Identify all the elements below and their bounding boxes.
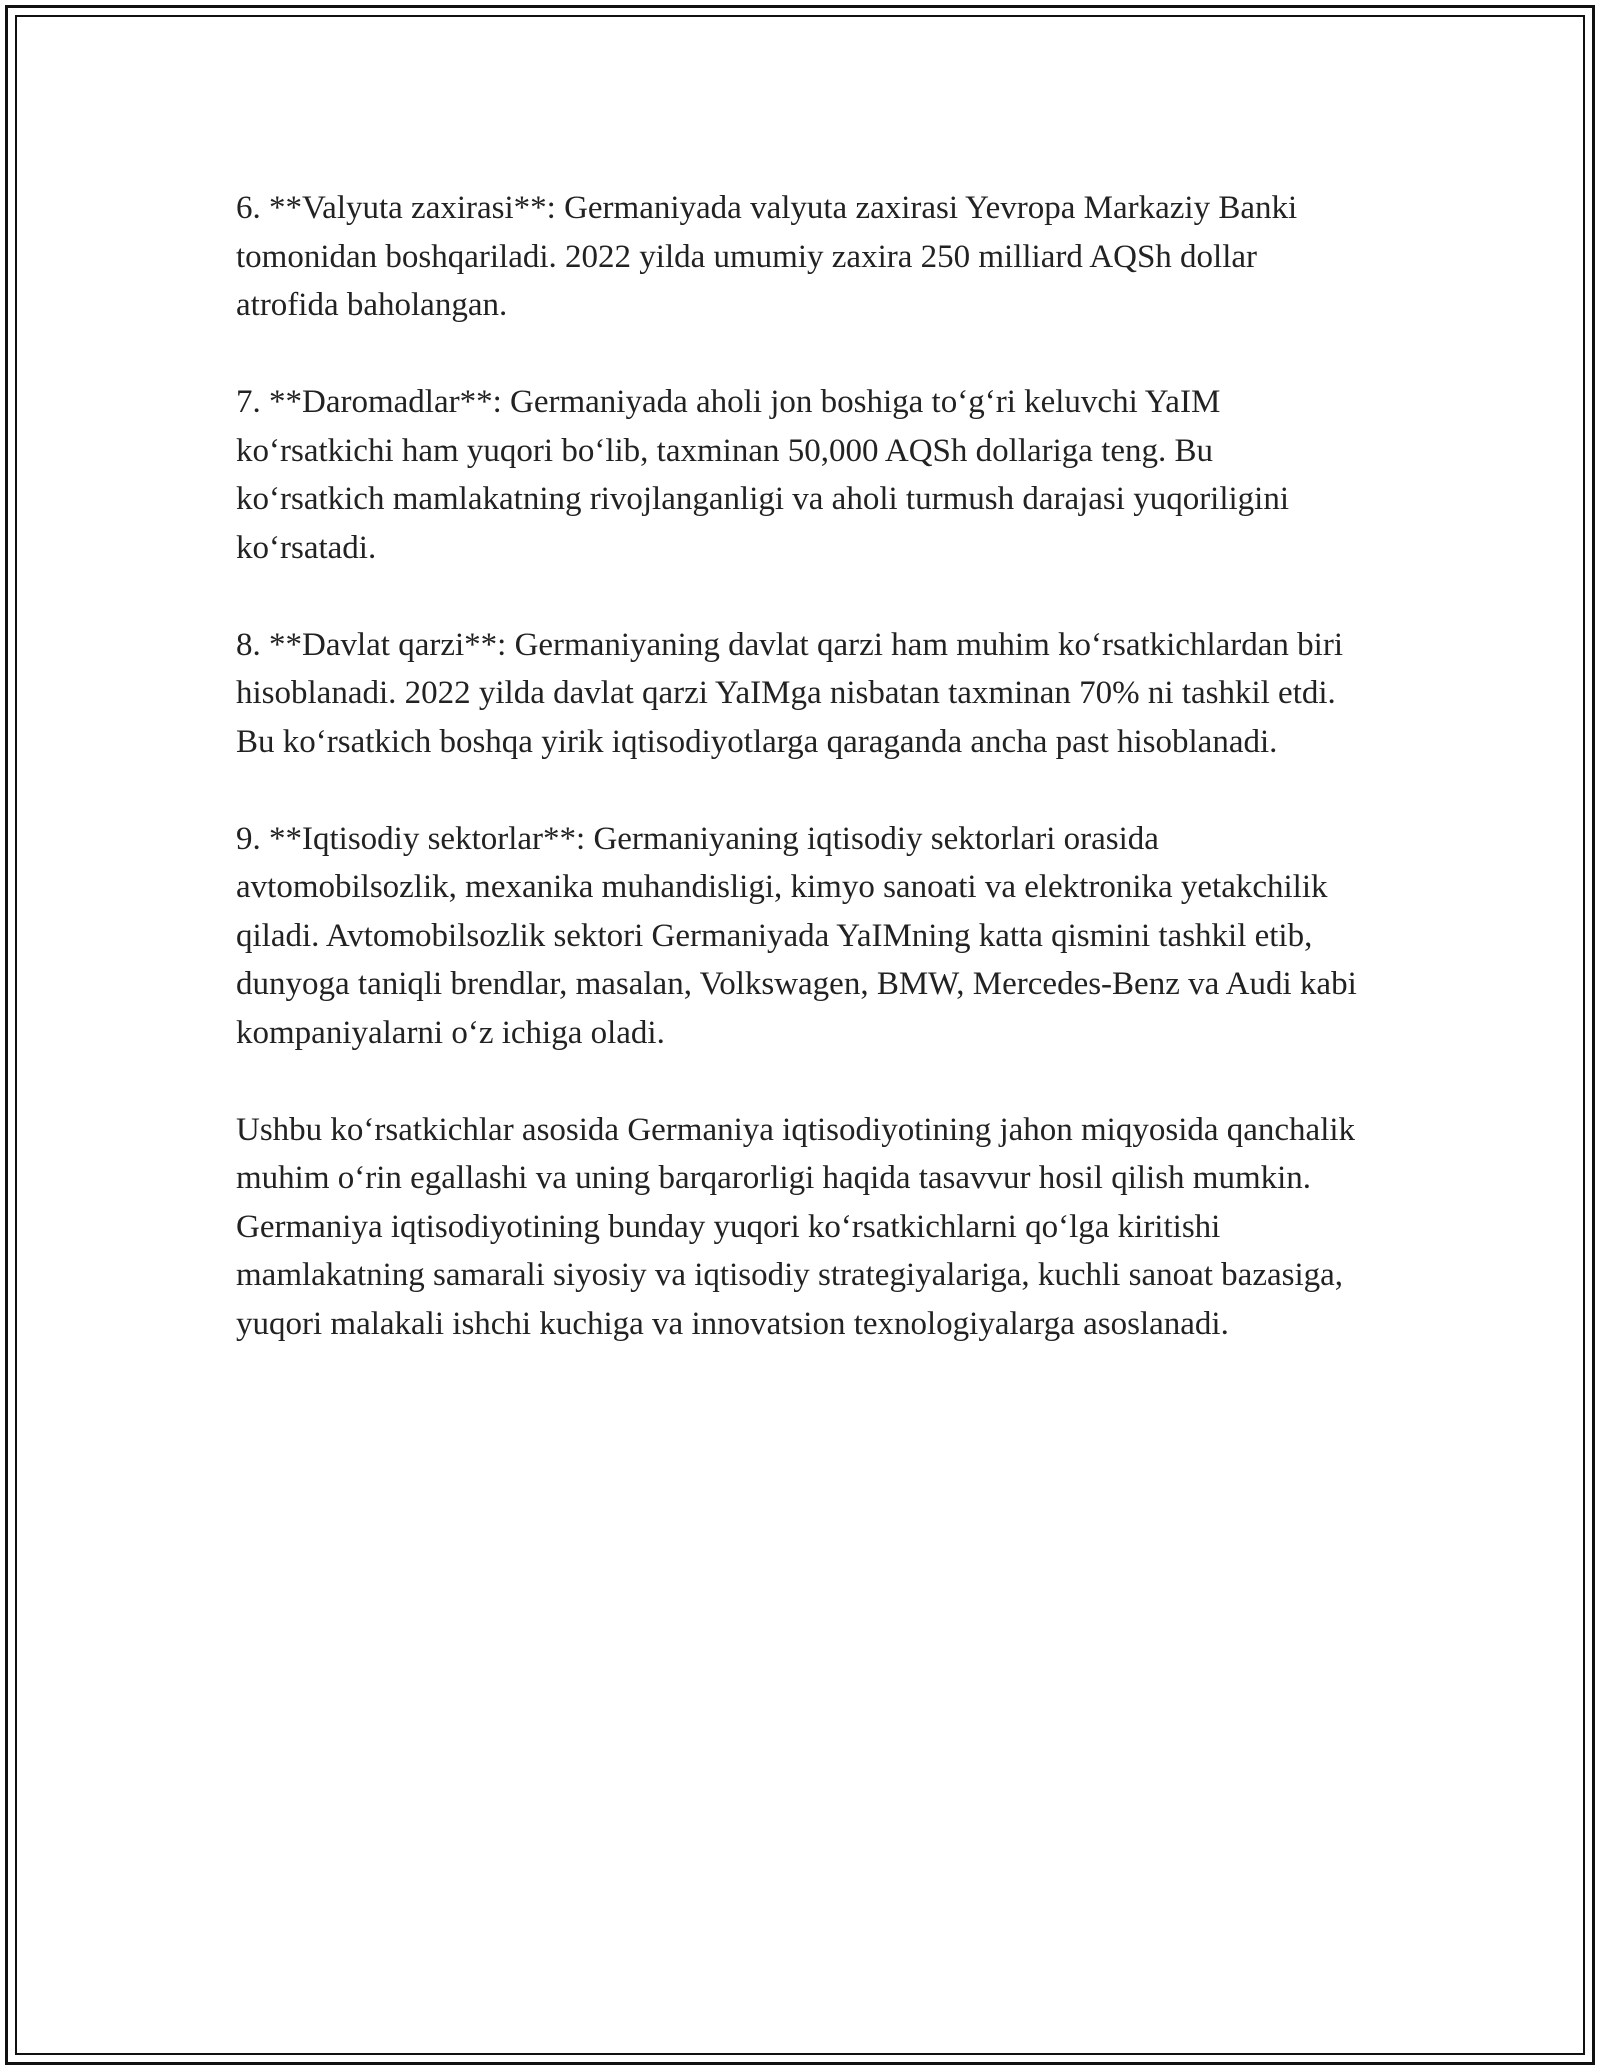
paragraph-daromadlar: 7. **Daromadlar**: Germaniyada aholi jon boshiga to‘g‘ri keluvchi YaIM ko‘rsatkichi ham yuqori bo‘lib, taxminan 50,000 AQSh dollariga teng. Bu ko‘rsatkich mamlakatning rivojlanganligi va aholi turmush darajasi yuqoriligini ko‘rsatadi. — [236, 384, 1290, 566]
paragraph-iqtisodiy-sektorlar: 9. **Iqtisodiy sektorlar**: Germaniyaning iqtisodiy sektorlari orasida avtomobilsozlik, mexanika muhandisligi, kimyo sanoati va elektronika yetakchilik qiladi. Avtomobilsozlik sektori Germaniyada YaIMning katta qismini tashkil etib, dunyoga taniqli brendlar, masalan, Volkswagen, BMW, Mercedes-Benz va Audi kabi kompaniyalarni o‘z ichiga oladi. — [236, 820, 1357, 1051]
document-body — [236, 184, 1366, 1348]
paragraph-conclusion: Ushbu ko‘rsatkichlar asosida Germaniya iqtisodiyotining jahon miqyosida qanchalik muhim o‘rin egallashi va uning barqarorligi haqida tasavvur hosil qilish mumkin. Germaniya iqtisodiyotining bunday yuqori ko‘rsatkichlarni qo‘lga kiritishi mamlakatning samarali siyosiy va iqtisodiy strategiyalariga, kuchli sanoat bazasiga, yuqori malakali ishchi kuchiga va innovatsion texnologiyalarga asoslanadi. — [236, 1111, 1356, 1342]
paragraph-davlat-qarzi: 8. **Davlat qarzi**: Germaniyaning davlat qarzi ham muhim ko‘rsatkichlardan biri hisoblanadi. 2022 yilda davlat qarzi YaIMga nisbatan taxminan 70% ni tashkil etdi. Bu ko‘rsatkich boshqa yirik iqtisodiyotlarga qaraganda ancha past hisoblanadi. — [236, 626, 1343, 760]
paragraph-valyuta-zaxirasi: 6. **Valyuta zaxirasi**: Germaniyada valyuta zaxirasi Yevropa Markaziy Banki tomonidan boshqariladi. 2022 yilda umumiy zaxira 250 milliard AQSh dollar atrofida baholangan. — [236, 190, 1298, 323]
